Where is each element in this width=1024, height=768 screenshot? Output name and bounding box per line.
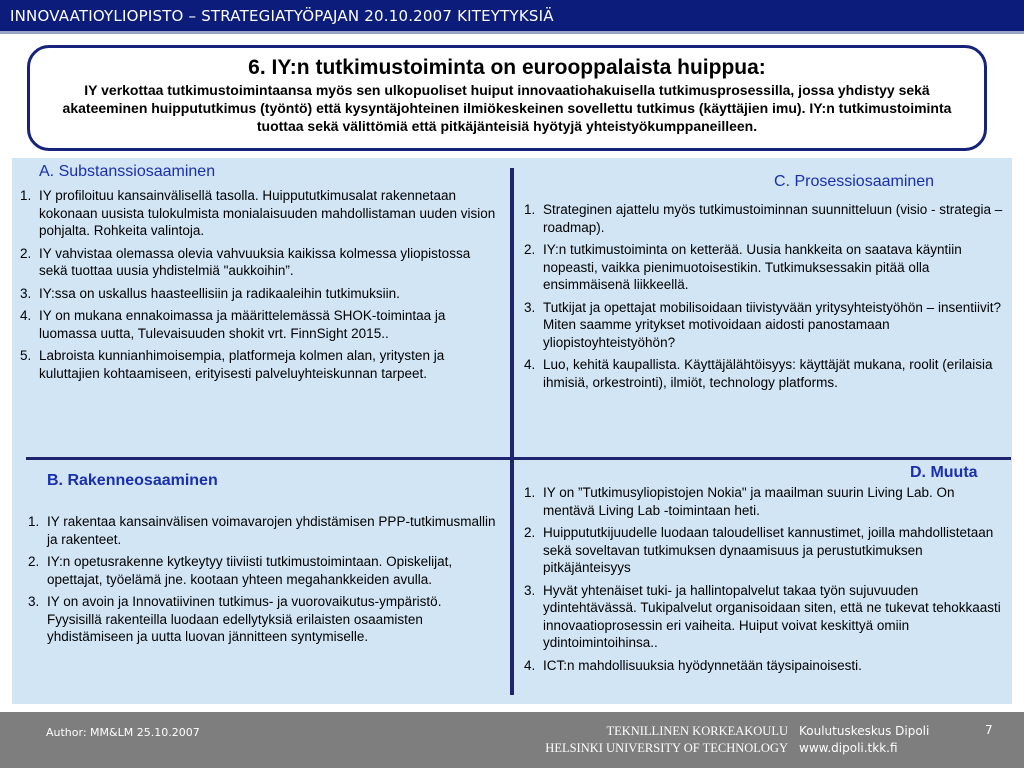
dipoli-name: Koulutuskeskus Dipoli [799, 724, 930, 738]
item-text: IY rakentaa kansainvälisen voimavarojen yhdistämisen PPP-tutkimusmallin ja rakenteet. [47, 514, 496, 547]
section-a-list [20, 187, 498, 387]
list-item [28, 513, 498, 548]
item-number: 3. [524, 299, 536, 315]
item-number: 1. [524, 485, 536, 500]
item-number: 1. [28, 514, 40, 529]
item-number: 1. [524, 202, 536, 217]
section-c-list [524, 201, 1008, 396]
item-number: 4. [524, 357, 536, 372]
list-item [524, 657, 1008, 675]
section-d-list [524, 484, 1008, 679]
item-text: IY on mukana ennakoimassa ja määrittelemässä SHOK-toimintaa ja luomassa uutta, Tulevaisuuden shokit vrt. FinnSight 2015.. [39, 308, 446, 341]
list-item [524, 524, 1008, 577]
item-text: IY:n tutkimustoiminta on ketterää. Uusia hankkeita on saatava käyntiin nopeasti, vaikka pienimuotoisestikin. Tutkimuksessakin pitää olla ensimmäisenä liikkeellä. [543, 242, 962, 292]
university-name-en: HELSINKI UNIVERSITY OF TECHNOLOGY [545, 741, 788, 755]
horizontal-divider [26, 457, 1011, 460]
page-number: 7 [985, 723, 993, 737]
section-a-title: A. Substanssiosaaminen [39, 163, 216, 180]
item-number: 1. [20, 188, 32, 203]
item-text: Hyvät yhtenäiset tuki- ja hallintopalvelut takaa työn sujuvuuden ydintehtävässä. Tukipalvelut organisoidaan siten, että ne tukevat tehokkaasti innovaatioprosessin eri vaiheita. Huiput voivat keskittyä omiin ydintoimintoihinsa.. [543, 582, 1001, 650]
item-number: 3. [20, 285, 32, 301]
list-item [28, 593, 498, 646]
section-b-title: B. Rakenneosaaminen [47, 472, 218, 489]
page-title: 6. IY:n tutkimustoiminta on eurooppalaista huippua: [248, 56, 766, 79]
top-bar [0, 0, 1024, 34]
item-number: 4. [524, 657, 536, 673]
item-text: IY on avoin ja Innovatiivinen tutkimus- ja vuorovaikutus-ympäristö. Fyysisillä rakenteilla luodaan edellytyksiä erilaisten osaamisten yhdistämiseen ja uutta luovan jännitteen syntymiselle. [47, 594, 442, 644]
item-text: Strateginen ajattelu myös tutkimustoiminnan suunnitteluun (visio - strategia – roadmap). [543, 202, 1003, 235]
item-text: IY on ”Tutkimusyliopistojen Nokia" ja maailman suurin Living Lab. On mentävä Living Lab -toimintaan heti. [543, 485, 955, 518]
item-number: 2. [28, 554, 40, 569]
item-text: Huippututkijuudelle luodaan taloudelliset kannustimet, joilla mahdollistetaan sekä soveltavan tutkimuksen dynaamisuus ja perustutkimuksen pitkäjänteisyys [543, 525, 994, 575]
footer [0, 712, 1024, 768]
list-item [524, 484, 1008, 519]
item-number: 3. [28, 594, 40, 609]
university-name-fi: TEKNILLINEN KORKEAKOULU [606, 724, 788, 738]
author-label: Author: MM&LM 25.10.2007 [46, 726, 200, 739]
item-text: Tutkijat ja opettajat mobilisoidaan tiivistyvään yritysyhteistyöhön – insentiivit? Miten saamme yritykset motivoidaan aidosti panostamaan yliopistoyhteistyöhön? [543, 299, 1001, 350]
list-item [20, 347, 498, 382]
list-item [524, 299, 1008, 352]
summary-text: IY verkottaa tutkimustoimintaansa myös sen ulkopuoliset huiput innovaatiohakuisella tutkimusprosessilla, jossa yhdistyy sekä akateeminen huippututkimus (työntö) että kysyntäjohteinen ilmiökeskeinen sovellettu tutkimus (käyttäjien imu). IY:n tutkimustoiminta tuottaa sekä välittömiä että pitkäjänteisiä hyötyjä yhteistyökumppaneilleen. [62, 82, 952, 134]
dipoli-url: www.dipoli.tkk.fi [799, 741, 898, 755]
list-item [20, 187, 498, 240]
item-number: 2. [20, 245, 32, 261]
dipoli-info [799, 723, 929, 757]
section-d-title: D. Muuta [910, 464, 978, 481]
list-item [524, 356, 1008, 391]
list-item [28, 553, 498, 588]
list-item [20, 245, 498, 280]
item-number: 3. [524, 582, 536, 598]
list-item [524, 582, 1008, 652]
item-text: IY:n opetusrakenne kytkeytyy tiiviisti tutkimustoimintaan. Opiskelijat, opettajat, työelämä jne. kootaan yhteen megahankkeiden avulla. [47, 554, 453, 587]
summary-box [27, 45, 987, 151]
item-text: IY vahvistaa olemassa olevia vahvuuksia kaikissa kolmessa yliopistossa sekä tuottaa uusia yhdistelmiä "aukkoihin”. [39, 245, 471, 278]
item-text: ICT:n mahdollisuuksia hyödynnetään täysipainoisesti. [543, 657, 862, 673]
section-b-list [28, 513, 498, 651]
item-number: 4. [20, 308, 32, 323]
list-item [524, 201, 1008, 236]
list-item [20, 285, 498, 303]
item-number: 5. [20, 348, 32, 363]
item-text: IY profiloituu kansainvälisellä tasolla. Huippututkimusalat rakennetaan kokonaan uusista tulokulmista monialaisuuden mahdollistaman uuden vision pohjalta. Rohkeita valintoja. [39, 188, 496, 238]
vertical-divider [510, 168, 514, 695]
item-text: Labroista kunnianhimoisempia, platformeja kolmen alan, yritysten ja kuluttajien kohtaamiseen, erityisesti palveluyhteiskunnan tarpeet. [39, 348, 445, 381]
item-text: Luo, kehitä kaupallista. Käyttäjälähtöisyys: käyttäjät mukana, roolit (erilaisia ihmisiä, orkestrointi), ilmiöt, technology platforms. [543, 357, 993, 390]
list-item [20, 307, 498, 342]
item-text: IY:ssa on uskallus haasteellisiin ja radikaaleihin tutkimuksiin. [39, 285, 400, 301]
section-c-title: C. Prosessiosaaminen [774, 173, 935, 190]
item-number: 2. [524, 525, 536, 540]
item-number: 2. [524, 242, 536, 257]
university-name [545, 723, 788, 757]
list-item [524, 241, 1008, 294]
slide-header-title: INNOVAATIOYLIOPISTO – STRATEGIATYÖPAJAN 20.10.2007 KITEYTYKSIÄ [10, 7, 554, 25]
